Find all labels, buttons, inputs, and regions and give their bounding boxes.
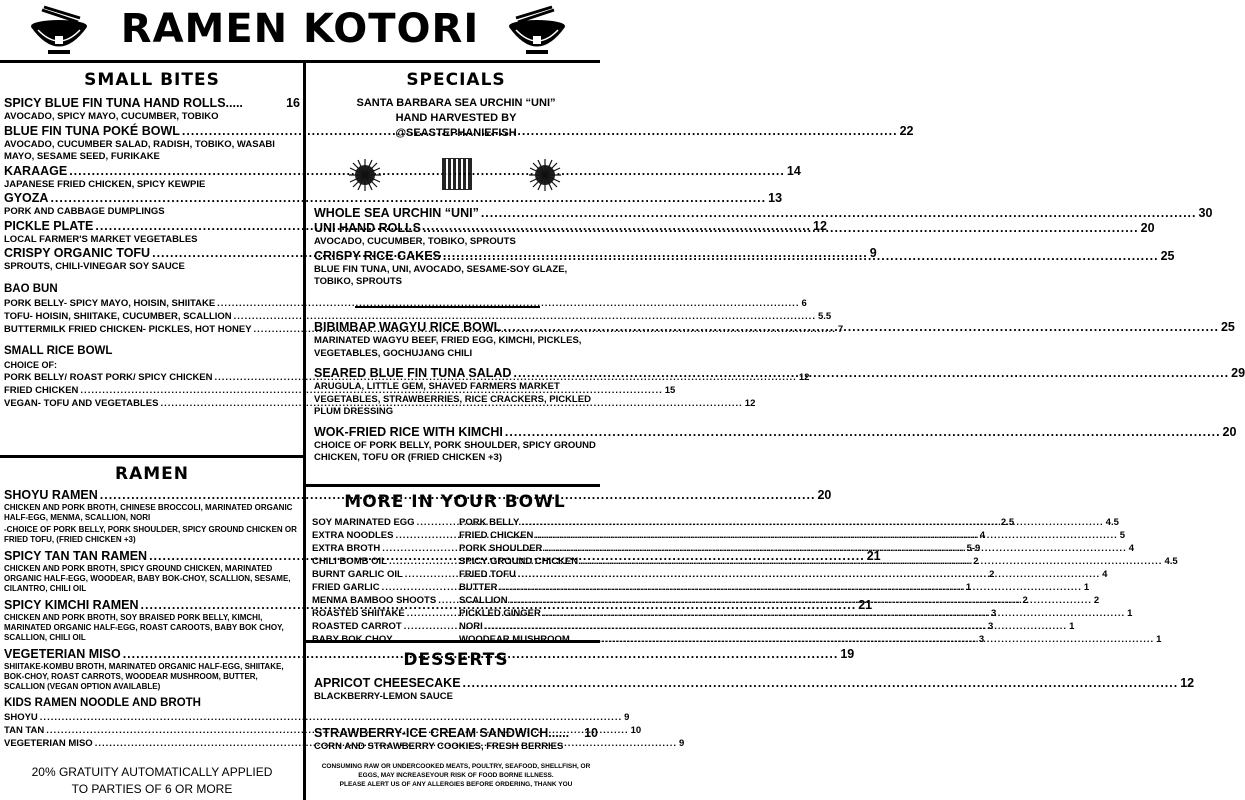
item-description: CHICKEN AND PORK BROTH, CHINESE BROCCOLI, MARINATED ORGANIC HALF-EGG, MENMA, SCALLION, NORI bbox=[4, 503, 293, 522]
menu-item: PORK BELLY- SPICY MAYO, HOISIN, SHIITAKE ..... 6 bbox=[4, 297, 300, 310]
instagram-handle: @SEASTEPHANIEFISH bbox=[395, 127, 517, 139]
health-warning: CONSUMING RAW OR UNDERCOOKED MEATS, POULTRY, SEAFOOD, SHELLFISH, OR EGGS, MAY INCREASEYOUR RISK OF FOOD BORNE ILLNESS. PLEASE ALERT US OF ANY ALLERGIES BEFORE ORDERING, THANK YOU bbox=[321, 763, 591, 788]
menu-item: VEGETERIAN MISO ..... 19 bbox=[4, 647, 300, 662]
item-description: CORN AND STRAWBERRY COOKIES, FRESH BERRIES bbox=[314, 740, 564, 752]
addon-item: SCALLION ..... 2 bbox=[459, 594, 602, 607]
menu-item: BLUE FIN TUNA POKÉ BOWL ..... 22 bbox=[4, 124, 300, 139]
item-description: CHICKEN AND PORK BROTH, SPICY GROUND CHICKEN, MARINATED ORGANIC HALF-EGG, WOODEAR, BABY BOK-CHOY, SCALLION, SESAME, CILANTRO, CHILI OIL bbox=[4, 564, 291, 593]
addon-item: SPICY GROUND CHICKEN ..... 4.5 bbox=[459, 555, 602, 568]
menu-item: APRICOT CHEESECAKE ..... 12 bbox=[314, 676, 598, 691]
specials-divider bbox=[355, 306, 540, 308]
menu-item: VEGAN- TOFU AND VEGETABLES ..... 12 bbox=[4, 397, 300, 410]
bao-bun-title: BAO BUN bbox=[4, 282, 58, 295]
menu-item: PICKLE PLATE ..... 12 bbox=[4, 219, 300, 234]
item-description: LOCAL FARMER'S MARKET VEGETABLES bbox=[4, 233, 198, 245]
specials-images bbox=[340, 158, 570, 194]
menu-item: GYOZA ..... 13 bbox=[4, 191, 300, 206]
addon-item: ..... 3 bbox=[312, 633, 455, 646]
choice-label: CHOICE OF: bbox=[4, 359, 57, 370]
item-description: CHOICE OF PORK BELLY, PORK SHOULDER, SPICY GROUND CHICKEN, TOFU OR (FRIED CHICKEN +3) bbox=[314, 439, 596, 463]
menu-item: SPICY KIMCHI RAMEN ..... 21 bbox=[4, 598, 300, 613]
more-in-bowl-title: MORE IN YOUR BOWL bbox=[344, 492, 566, 512]
addon-item: NORI ..... 1 bbox=[459, 620, 602, 633]
more-bowl-divider bbox=[306, 484, 600, 487]
addon-item: BUTTER ..... 1 bbox=[459, 581, 602, 594]
menu-item: SPICY BLUE FIN TUNA HAND ROLLS..... 16 bbox=[4, 96, 300, 110]
menu-item: BIBIMBAP WAGYU RICE BOWL ..... 25 bbox=[314, 320, 598, 335]
menu-item: TOFU- HOISIN, SHIITAKE, CUCUMBER, SCALLION ..... 5.5 bbox=[4, 310, 300, 323]
menu-item: STRAWBERRY-ICE CREAM SANDWICH...... 10 bbox=[314, 725, 598, 740]
menu-item: CRISPY ORGANIC TOFU ..... 9 bbox=[4, 246, 300, 261]
ramen-divider bbox=[0, 455, 303, 458]
gratuity-notice: 20% GRATUITY AUTOMATICALLY APPLIED TO PARTIES OF 6 OR MORE bbox=[31, 765, 273, 796]
item-description: AVOCADO, SPICY MAYO, CUCUMBER, TOBIKO bbox=[4, 111, 219, 122]
menu-item: SEARED BLUE FIN TUNA SALAD ..... 29 bbox=[314, 366, 598, 381]
menu-item: SHOYU ..... 9 bbox=[4, 711, 300, 724]
addon-item: ROASTED CARROT ..... 3 bbox=[312, 620, 455, 633]
ramen-title: RAMEN bbox=[114, 464, 189, 484]
addon-item: ..... 1 bbox=[459, 633, 602, 646]
addon-item: EXTRA BROTH ..... 5-9 bbox=[312, 542, 455, 555]
restaurant-name: RAMEN KOTORI bbox=[120, 6, 480, 52]
menu-item: WOK-FRIED RICE WITH KIMCHI ..... 20 bbox=[314, 425, 598, 440]
item-description: ARUGULA, LITTLE GEM, SHAVED FARMERS MARKET VEGETABLES, STRAWBERRIES, RICE CRACKERS, PICKLED PLUM DRESSING bbox=[314, 381, 591, 417]
menu-item: KARAAGE ..... 14 bbox=[4, 164, 300, 179]
item-note: -CHOICE OF PORK BELLY, PORK SHOULDER, SPICY GROUND CHICKEN OR FRIED TOFU, (FRIED CHICKEN +3) bbox=[4, 525, 297, 544]
small-rice-bowl-title: SMALL RICE BOWL bbox=[4, 344, 113, 357]
menu-item: CRISPY RICE CAKES ..... 25 bbox=[314, 249, 598, 264]
desserts-divider bbox=[306, 640, 600, 643]
sea-urchin-icon bbox=[348, 158, 382, 192]
addon-item: FRIED CHICKEN ..... 5 bbox=[459, 529, 602, 542]
item-description: AVOCADO, CUCUMBER, TOBIKO, SPROUTS bbox=[314, 236, 516, 247]
addon-item: BURNT GARLIC OIL ..... 2 bbox=[312, 568, 455, 581]
menu-item: BUTTERMILK FRIED CHICKEN- PICKLES, HOT HONEY ..... 7 bbox=[4, 323, 300, 336]
menu-item: PORK BELLY/ ROAST PORK/ SPICY CHICKEN ..... 12 bbox=[4, 371, 300, 384]
specials-intro: HAND HARVESTED BY bbox=[395, 112, 517, 124]
specials-intro: SANTA BARBARA SEA URCHIN “UNI” bbox=[356, 97, 556, 109]
addon-item: PICKLED GINGER ..... 1 bbox=[459, 607, 602, 620]
addon-item: FRIED TOFU ..... 4 bbox=[459, 568, 602, 581]
addon-item: EXTRA NOODLES ..... 4 bbox=[312, 529, 455, 542]
addon-item: FRIED GARLIC ..... 1 bbox=[312, 581, 455, 594]
qr-code-icon[interactable] bbox=[442, 158, 472, 190]
menu-item: WHOLE SEA URCHIN “UNI” ..... 30 bbox=[314, 206, 598, 221]
sea-urchin-icon bbox=[528, 158, 562, 192]
specials-title: SPECIALS bbox=[406, 70, 506, 90]
addon-item: ROASTED SHIITAKE ..... 3 bbox=[312, 607, 455, 620]
menu-item: UNI HAND ROLLS ..... 20 bbox=[314, 221, 598, 236]
header-divider bbox=[0, 60, 600, 63]
addon-item: PORK SHOULDER ..... 4 bbox=[459, 542, 602, 555]
menu-item: TAN TAN ..... 10 bbox=[4, 724, 300, 737]
addon-item: MENMA BAMBOO SHOOTS ..... 2 bbox=[312, 594, 455, 607]
item-description: BLUE FIN TUNA, UNI, AVOCADO, SESAME-SOY GLAZE, TOBIKO, SPROUTS bbox=[314, 263, 568, 287]
menu-item: VEGETERIAN MISO ..... 9 bbox=[4, 737, 300, 750]
item-description: JAPANESE FRIED CHICKEN, SPICY KEWPIE bbox=[4, 178, 206, 190]
ramen-bowl-icon bbox=[506, 6, 568, 56]
item-description: MARINATED WAGYU BEEF, FRIED EGG, KIMCHI, PICKLES, VEGETABLES, GOCHUJANG CHILI bbox=[314, 335, 582, 359]
item-description: AVOCADO, CUCUMBER SALAD, RADISH, TOBIKO, WASABI MAYO, SESAME SEED, FURIKAKE bbox=[4, 138, 275, 162]
addon-item: PORK BELLY ..... 4.5 bbox=[459, 516, 602, 529]
item-description: BLACKBERRY-LEMON SAUCE bbox=[314, 691, 453, 702]
menu-item: SHOYU RAMEN ..... 20 bbox=[4, 488, 300, 503]
small-bites-title: SMALL BITES bbox=[84, 70, 220, 90]
desserts-title: DESSERTS bbox=[403, 650, 509, 670]
kids-title: KIDS RAMEN NOODLE AND BROTH bbox=[4, 697, 201, 709]
menu-header bbox=[0, 0, 600, 58]
menu-item: SPICY TAN TAN RAMEN ..... 21 bbox=[4, 549, 300, 564]
addon-item: SOY MARINATED EGG ..... 2.5 bbox=[312, 516, 455, 529]
item-description: SHIITAKE-KOMBU BROTH, MARINATED ORGANIC HALF-EGG, SHIITAKE, BOK-CHOY, ROAST CARROTS, WOODEAR MUSHROOM, BUTTER, SCALLION (VEGAN OPTION AVAILABLE) bbox=[4, 662, 284, 691]
menu-item: FRIED CHICKEN ..... 15 bbox=[4, 384, 300, 397]
item-description: SPROUTS, CHILI-VINEGAR SOY SAUCE bbox=[4, 261, 185, 272]
specials-section bbox=[314, 70, 598, 141]
addon-item: CHILI BOMB OIL ..... 2 bbox=[312, 555, 455, 568]
item-description: PORK AND CABBAGE DUMPLINGS bbox=[4, 206, 165, 217]
item-description: CHICKEN AND PORK BROTH, SOY BRAISED PORK BELLY, KIMCHI, MARINATED ORGANIC HALF-EGG, ROAST CAROOTS, BABY BOK CHOY, SCALLION, CHILI OIL bbox=[4, 613, 284, 642]
